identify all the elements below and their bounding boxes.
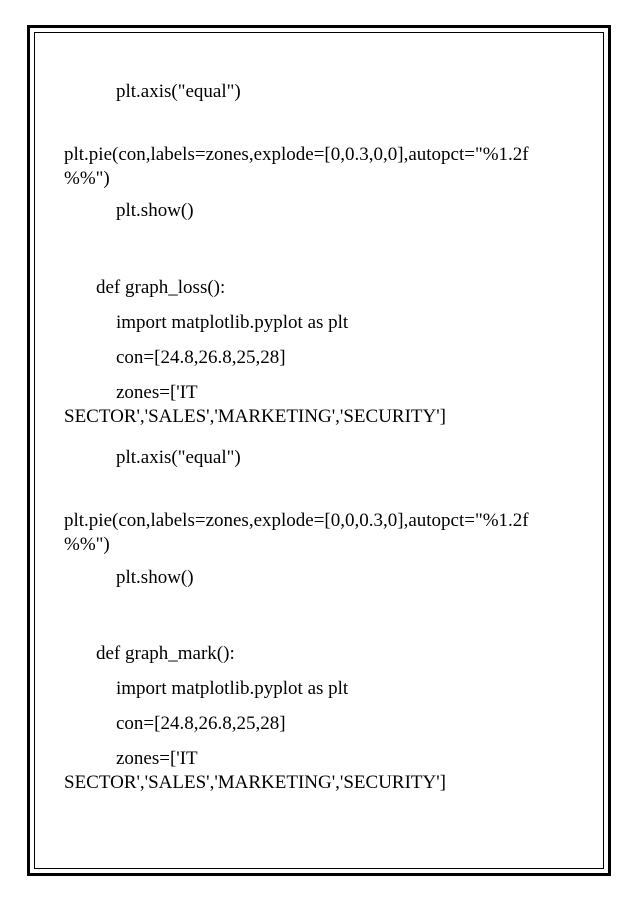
code-line: SECTOR','SALES','MARKETING','SECURITY']: [64, 406, 446, 427]
code-line: plt.pie(con,labels=zones,explode=[0,0,0.3,0],autopct="%1.2f: [64, 510, 529, 531]
code-line: zones=['IT: [116, 382, 198, 403]
code-line: zones=['IT: [116, 748, 198, 769]
code-line: plt.show(): [116, 567, 194, 588]
code-line: con=[24.8,26.8,25,28]: [116, 347, 286, 368]
code-line: import matplotlib.pyplot as plt: [116, 678, 349, 699]
code-line: %%"): [64, 534, 110, 555]
code-line: import matplotlib.pyplot as plt: [116, 312, 349, 333]
function-def-line: def graph_loss():: [96, 277, 226, 298]
code-line: %%"): [64, 168, 110, 189]
function-def-line: def graph_mark():: [96, 643, 235, 664]
code-line: SECTOR','SALES','MARKETING','SECURITY']: [64, 772, 446, 793]
code-line: plt.axis("equal"): [116, 81, 241, 102]
code-line: plt.pie(con,labels=zones,explode=[0,0.3,0,0],autopct="%1.2f: [64, 144, 529, 165]
code-line: plt.show(): [116, 200, 194, 221]
code-line: plt.axis("equal"): [116, 447, 241, 468]
code-line: con=[24.8,26.8,25,28]: [116, 713, 286, 734]
